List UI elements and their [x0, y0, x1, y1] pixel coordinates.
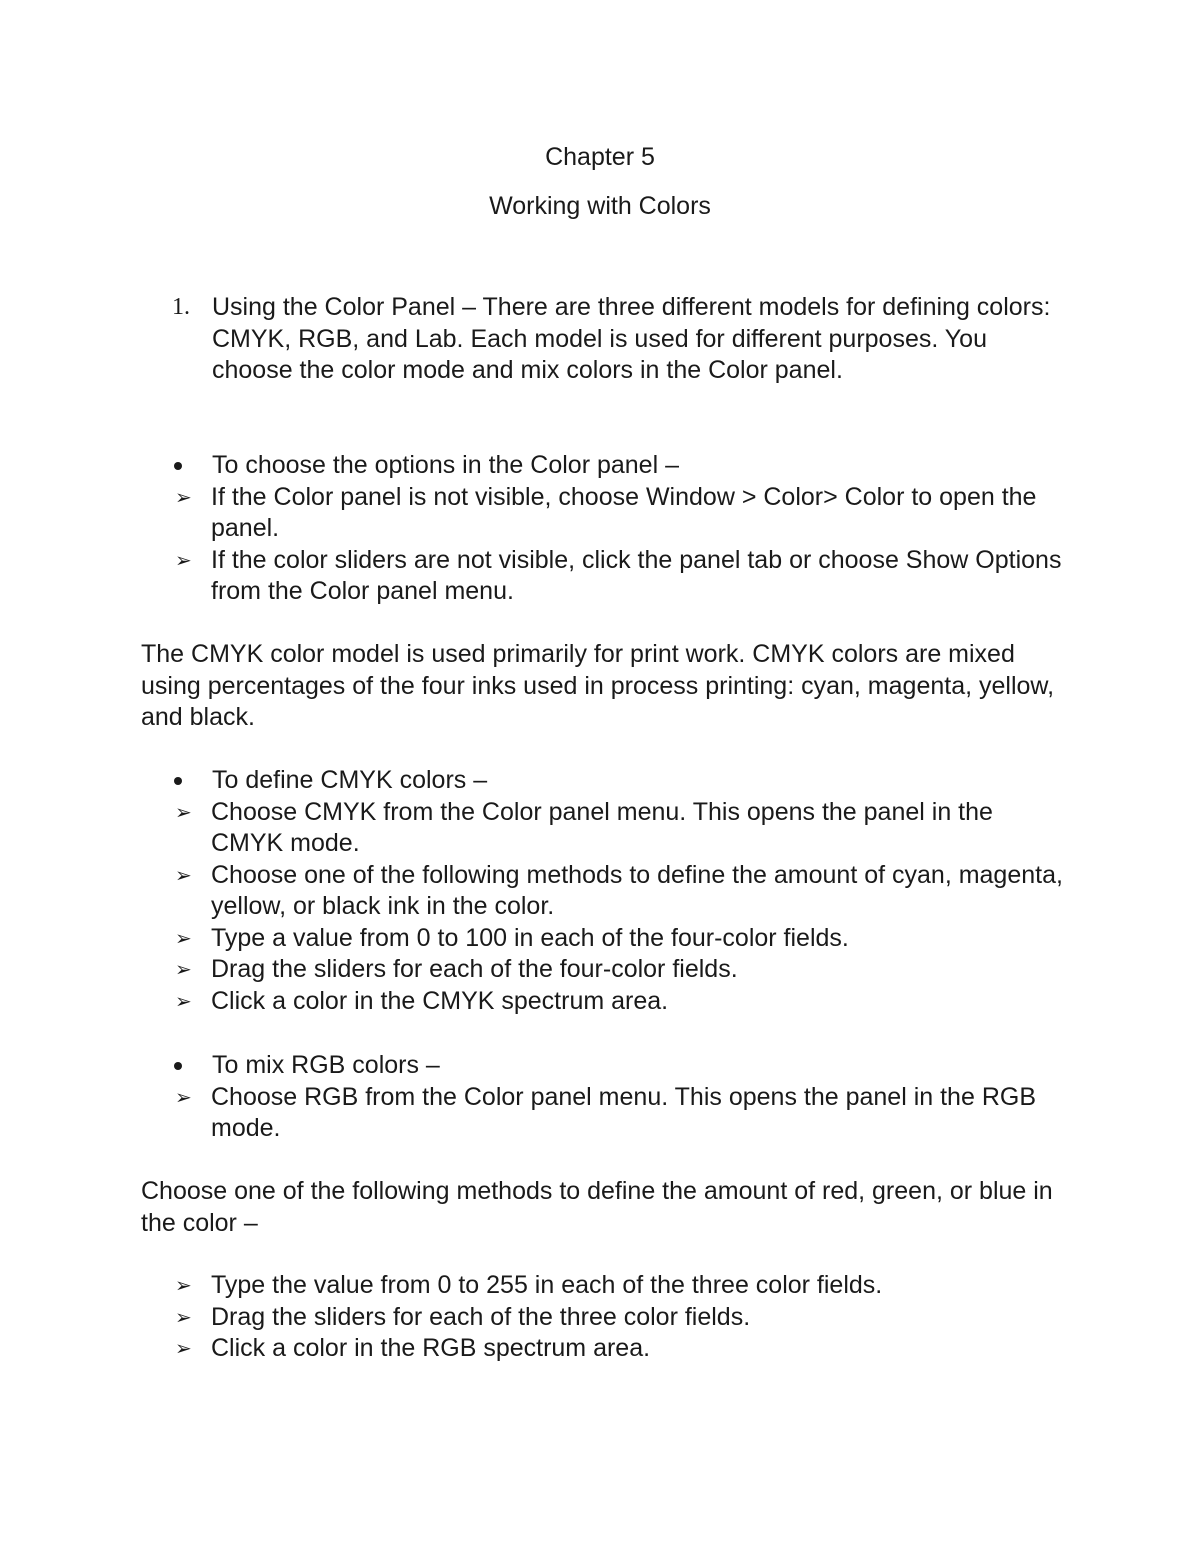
rgb-bullet-block — [172, 1050, 1072, 1145]
arrowhead-bullet-icon: ➢ — [175, 1304, 192, 1329]
bullet-dot-icon — [174, 462, 182, 470]
item-number: 1. — [172, 294, 190, 320]
sub-list-item — [100, 545, 1072, 608]
arrowhead-bullet-icon: ➢ — [175, 988, 192, 1013]
sub-item-text: Type a value from 0 to 100 in each of the four-color fields. — [211, 923, 849, 952]
bullet-label: To define CMYK colors – — [212, 766, 488, 794]
sub-list-item — [100, 797, 1072, 860]
sub-item-text: Choose RGB from the Color panel menu. This opens the panel in the RGB mode. — [211, 1082, 1036, 1142]
sub-list — [172, 1270, 1072, 1365]
sub-item-text: Click a color in the RGB spectrum area. — [211, 1334, 651, 1362]
bullet-label: To mix RGB colors – — [212, 1051, 440, 1079]
rgb-methods-list — [172, 1270, 1072, 1365]
bullet-item — [172, 765, 1072, 797]
sub-list-item — [100, 923, 1072, 955]
bullet-label: To choose the options in the Color panel – — [212, 451, 679, 479]
chapter-heading: Chapter 5 — [545, 143, 655, 171]
arrowhead-bullet-icon: ➢ — [175, 1084, 192, 1109]
arrowhead-bullet-icon: ➢ — [175, 1336, 192, 1360]
sub-list-item — [100, 1302, 1072, 1334]
arrowhead-bullet-icon: ➢ — [175, 1273, 192, 1297]
sub-item-text: Choose CMYK from the Color panel menu. This opens the panel in the CMYK mode. — [211, 797, 993, 857]
numbered-item-text: Using the Color Panel – There are three different models for defining colors: CMYK, RGB, and Lab. Each model is used for different purposes. You choose the color mode and mix colors in the Color panel. — [212, 293, 1051, 384]
bullet-dot-icon — [174, 1062, 182, 1070]
arrowhead-bullet-icon: ➢ — [175, 484, 192, 509]
sub-list-item — [100, 482, 1072, 545]
sub-list-item — [100, 860, 1072, 923]
rgb-paragraph: Choose one of the following methods to define the amount of red, green, or blue in the color – — [141, 1177, 1053, 1237]
sub-item-text: If the color sliders are not visible, click the panel tab or choose Show Options from the Color panel menu. — [211, 545, 1062, 605]
sub-list-item — [100, 1270, 1072, 1302]
bullet-dot-icon — [174, 777, 182, 785]
sub-item-text: Click a color in the CMYK spectrum area. — [211, 986, 669, 1015]
sub-list — [172, 1082, 1072, 1145]
arrowhead-bullet-icon: ➢ — [175, 957, 192, 981]
arrowhead-bullet-icon: ➢ — [175, 925, 192, 950]
cmyk-paragraph: The CMYK color model is used primarily for print work. CMYK colors are mixed using percentages of the four inks used in process printing: cyan, magenta, yellow, and black. — [141, 640, 1055, 731]
numbered-item-1 — [172, 292, 1062, 387]
options-bullet-block — [172, 450, 1072, 608]
chapter-title: Working with Colors — [489, 192, 711, 220]
sub-list — [172, 797, 1072, 1018]
cmyk-bullet-block — [172, 765, 1072, 1017]
sub-list-item — [100, 986, 1072, 1018]
sub-item-text: Drag the sliders for each of the three color fields. — [211, 1302, 751, 1331]
sub-list-item — [100, 954, 1072, 986]
sub-item-text: Type the value from 0 to 255 in each of the three color fields. — [211, 1271, 883, 1299]
bullet-item — [172, 450, 1072, 482]
arrowhead-bullet-icon: ➢ — [175, 799, 192, 824]
arrowhead-bullet-icon: ➢ — [175, 862, 192, 887]
sub-item-text: If the Color panel is not visible, choose Window > Color> Color to open the panel. — [211, 482, 1037, 542]
sub-list — [172, 482, 1072, 608]
arrowhead-bullet-icon: ➢ — [175, 547, 192, 572]
bullet-item — [172, 1050, 1072, 1082]
sub-item-text: Choose one of the following methods to define the amount of cyan, magenta, yellow, or black ink in the color. — [211, 860, 1063, 920]
sub-list-item — [100, 1082, 1072, 1145]
sub-list-item — [100, 1333, 1072, 1365]
sub-item-text: Drag the sliders for each of the four-color fields. — [211, 955, 738, 983]
